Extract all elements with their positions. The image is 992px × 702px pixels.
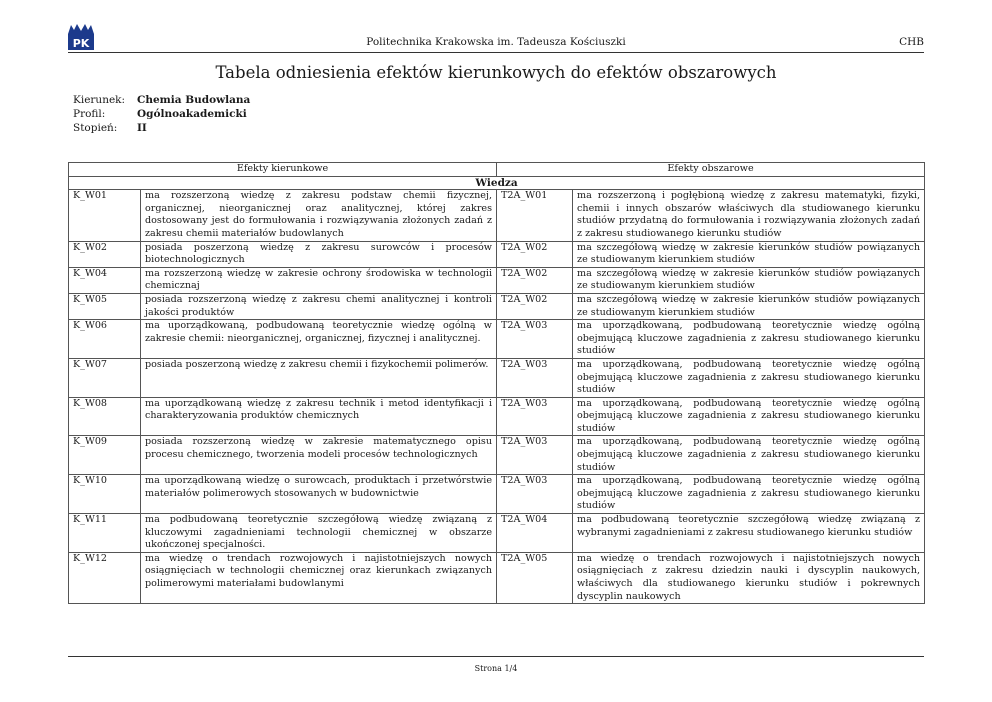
table-row	[69, 267, 925, 293]
program-effect-code: K_W11	[69, 514, 141, 553]
program-effect-code: K_W10	[69, 475, 141, 514]
area-effect-text: ma rozszerzoną i pogłębioną wiedzę z zakresu matematyki, fizyki, chemii i innych obszarów właściwych dla studiowanego kierunku studiów przydatną do formułowania i rozwiązywania złożonych zadań z zakresu studiowanego kierunku studiów	[573, 190, 925, 241]
area-effect-text: ma uporządkowaną, podbudowaną teoretycznie wiedzę ogólną obejmującą kluczowe zagadnienia z zakresu studiowanego kierunku studiów	[573, 397, 925, 436]
meta-label: Profil:	[73, 108, 106, 120]
meta-row-profil	[73, 107, 250, 121]
area-effect-code: T2A_W02	[497, 241, 573, 267]
area-effect-code: T2A_W03	[497, 397, 573, 436]
area-effect-code: T2A_W01	[497, 190, 573, 241]
table-row	[69, 358, 925, 397]
meta-label: Kierunek:	[73, 94, 126, 106]
header-area-effects: Efekty obszarowe	[497, 163, 925, 177]
table-row	[69, 241, 925, 267]
program-effect-code: K_W01	[69, 190, 141, 241]
footer-divider	[68, 656, 924, 657]
table-row	[69, 190, 925, 241]
meta-row-kierunek	[73, 93, 250, 107]
header-divider	[68, 52, 924, 53]
table-row	[69, 397, 925, 436]
header-institution: Politechnika Krakowska im. Tadeusza Kościuszki	[366, 36, 626, 48]
program-effect-code: K_W07	[69, 358, 141, 397]
program-effect-code: K_W04	[69, 267, 141, 293]
program-effect-text: posiada rozszerzoną wiedzę z zakresu chemi analitycznej i kontroli jakości produktów	[141, 293, 497, 319]
table-row	[69, 552, 925, 603]
area-effect-text: ma szczegółową wiedzę w zakresie kierunków studiów powiązanych ze studiowanym kierunkiem studiów	[573, 241, 925, 267]
meta-value: Chemia Budowlana	[137, 94, 251, 106]
table-row	[69, 320, 925, 359]
logo-text: PK	[72, 37, 90, 50]
table-header-row	[69, 163, 925, 177]
area-effect-text: ma wiedzę o trendach rozwojowych i najistotniejszych nowych osiągnięciach z zakresu dziedzin nauki i dyscyplin naukowych, właściwych dla studiowanego kierunku studiów i pokrewnych dyscyplin naukowych	[573, 552, 925, 603]
program-effect-code: K_W09	[69, 436, 141, 475]
program-effect-text: posiada poszerzoną wiedzę z zakresu chemii i fizykochemii polimerów.	[141, 358, 497, 397]
area-effect-text: ma uporządkowaną, podbudowaną teoretycznie wiedzę ogólną obejmującą kluczowe zagadnienia z zakresu studiowanego kierunku studiów	[573, 320, 925, 359]
meta-value: II	[137, 122, 147, 134]
program-effect-code: K_W12	[69, 552, 141, 603]
table-row	[69, 436, 925, 475]
program-effect-text: ma uporządkowaną, podbudowaną teoretycznie wiedzę ogólną w zakresie chemii: nieorganicznej, organicznej, fizycznej i analitycznej.	[141, 320, 497, 359]
header-program-effects: Efekty kierunkowe	[69, 163, 497, 177]
program-effect-text: ma podbudowaną teoretycznie szczegółową wiedzę związaną z kluczowymi zagadnieniami technologii chemicznej w obszarze ukończonej specjalności.	[141, 514, 497, 553]
program-effect-code: K_W06	[69, 320, 141, 359]
section-row	[69, 176, 925, 190]
area-effect-code: T2A_W03	[497, 436, 573, 475]
area-effect-text: ma uporządkowaną, podbudowaną teoretycznie wiedzę ogólną obejmującą kluczowe zagadnienia z zakresu studiowanego kierunku studiów	[573, 358, 925, 397]
program-effect-code: K_W02	[69, 241, 141, 267]
program-effect-text: ma uporządkowaną wiedzę z zakresu technik i metod identyfikacji i charakteryzowania produktów chemicznych	[141, 397, 497, 436]
program-effect-text: posiada rozszerzoną wiedzę w zakresie matematycznego opisu procesu chemicznego, tworzenia modeli procesów technologicznych	[141, 436, 497, 475]
page-number: Strona 1/4	[474, 664, 518, 673]
area-effect-code: T2A_W03	[497, 358, 573, 397]
program-effect-text: ma rozszerzoną wiedzę w zakresie ochrony środowiska w technologii chemicznaj	[141, 267, 497, 293]
program-effect-code: K_W05	[69, 293, 141, 319]
area-effect-text: ma uporządkowaną, podbudowaną teoretycznie wiedzę ogólną obejmującą kluczowe zagadnienia z zakresu studiowanego kierunku studiów	[573, 436, 925, 475]
area-effect-code: T2A_W03	[497, 475, 573, 514]
area-effect-text: ma szczegółową wiedzę w zakresie kierunków studiów powiązanych ze studiowanym kierunkiem studiów	[573, 267, 925, 293]
header-code: CHB	[899, 36, 924, 48]
section-title: Wiedza	[69, 176, 925, 190]
program-effect-text: ma uporządkowaną wiedzę o surowcach, produktach i przetwórstwie materiałów polimerowych stosowanych w budownictwie	[141, 475, 497, 514]
table-row	[69, 514, 925, 553]
area-effect-code: T2A_W05	[497, 552, 573, 603]
effects-table	[68, 162, 925, 604]
program-effect-text: posiada poszerzoną wiedzę z zakresu surowców i procesów biotechnologicznych	[141, 241, 497, 267]
table-row	[69, 293, 925, 319]
area-effect-code: T2A_W03	[497, 320, 573, 359]
meta-label: Stopień:	[73, 122, 118, 134]
program-info	[73, 93, 250, 135]
area-effect-text: ma podbudowaną teoretycznie szczegółową wiedzę związaną z wybranymi zagadnieniami z zakresu studiowanego kierunku studiów	[573, 514, 925, 553]
table-row	[69, 475, 925, 514]
meta-value: Ogólnoakademicki	[137, 108, 247, 120]
program-effect-text: ma wiedzę o trendach rozwojowych i najistotniejszych nowych osiągnięciach w technologii chemicznej oraz kierunkach związanych polimerowymi materiałami budowlanymi	[141, 552, 497, 603]
program-effect-code: K_W08	[69, 397, 141, 436]
meta-row-stopien	[73, 121, 250, 135]
area-effect-text: ma szczegółową wiedzę w zakresie kierunków studiów powiązanych ze studiowanym kierunkiem studiów	[573, 293, 925, 319]
area-effect-code: T2A_W04	[497, 514, 573, 553]
page-title: Tabela odniesienia efektów kierunkowych do efektów obszarowych	[215, 63, 777, 82]
area-effect-code: T2A_W02	[497, 267, 573, 293]
area-effect-code: T2A_W02	[497, 293, 573, 319]
area-effect-text: ma uporządkowaną, podbudowaną teoretycznie wiedzę ogólną obejmującą kluczowe zagadnienia z zakresu studiowanego kierunku studiów	[573, 475, 925, 514]
program-effect-text: ma rozszerzoną wiedzę z zakresu podstaw chemii fizycznej, organicznej, nieorganicznej oraz analitycznej, której zakres dostosowany jest do formułowania i rozwiązywania złożonych zadań z zakresu chemii materiałów budowlanych	[141, 190, 497, 241]
